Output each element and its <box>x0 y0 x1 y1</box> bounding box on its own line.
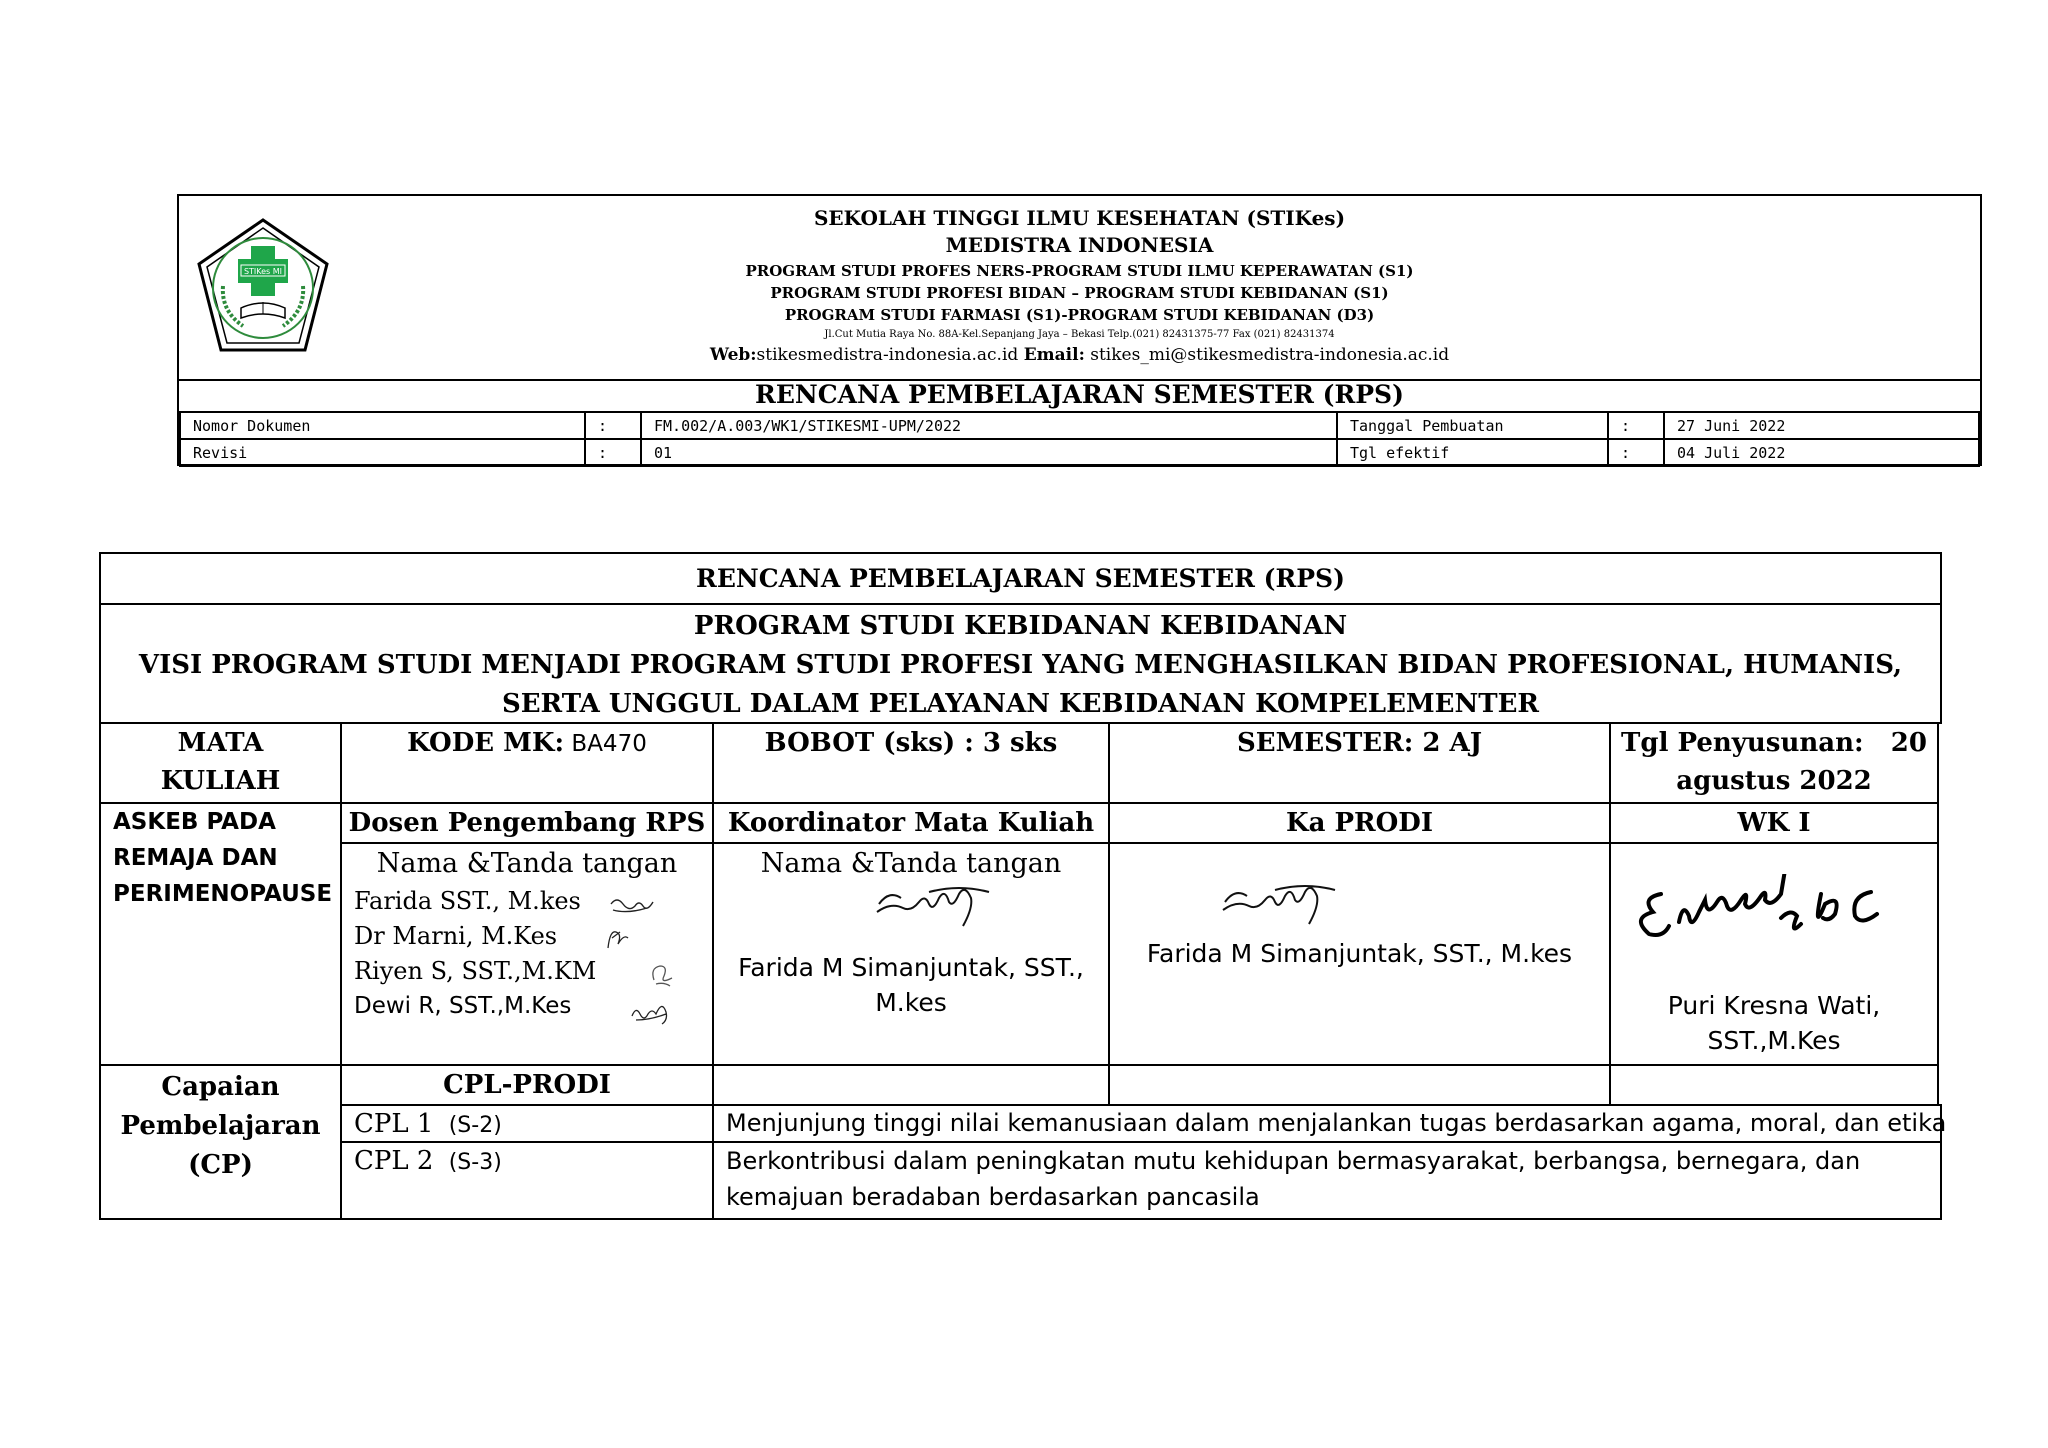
vision-line: VISI PROGRAM STUDI MENJADI PROGRAM STUDI PROFESI YANG MENGHASILKAN BIDAN PROFESIONAL, HUMANIS, <box>138 650 1903 680</box>
description-line: kemajuan beradaban berdasarkan pancasila <box>726 1183 1260 1211</box>
dosen-list <box>354 884 596 1024</box>
cp-header <box>99 1064 342 1220</box>
meta-sep: : <box>1608 439 1664 466</box>
cpl-prodi-header: CPL-PRODI <box>340 1064 714 1106</box>
signature-image <box>646 960 676 988</box>
table-row <box>180 439 1979 466</box>
cpl-code-cell <box>340 1141 714 1220</box>
cpl-description <box>712 1141 1942 1220</box>
meta-value: 04 Juli 2022 <box>1664 439 1979 466</box>
meta-label: Tanggal Pembuatan <box>1337 412 1608 439</box>
dosen-name: Dewi R, SST.,M.Kes <box>354 993 572 1019</box>
empty-cell <box>712 1064 1110 1106</box>
web-link[interactable]: stikesmedistra-indonesia.ac.id <box>756 345 1019 365</box>
program-vision-block <box>99 603 1942 724</box>
nama-ttd-label: Nama &Tanda tangan <box>760 848 1062 879</box>
meta-value: FM.002/A.003/WK1/STIKESMI-UPM/2022 <box>641 412 1337 439</box>
koordinator-signature-cell <box>712 842 1110 1066</box>
course-name: PERIMENOPAUSE <box>113 881 333 907</box>
document-meta-table <box>179 411 1980 467</box>
email-label: Email: <box>1023 345 1085 365</box>
contact-line <box>179 345 1980 365</box>
wk-signature-cell <box>1609 842 1939 1066</box>
meta-label: Nomor Dokumen <box>180 412 585 439</box>
cp-text: Pembelajaran <box>120 1111 321 1141</box>
meta-value: 01 <box>641 439 1337 466</box>
kaprodi-header: Ka PRODI <box>1108 802 1611 844</box>
kaprodi-name: Farida M Simanjuntak, SST., M.kes <box>1146 939 1573 968</box>
kaprodi-signature-cell <box>1108 842 1611 1066</box>
wk-header: WK I <box>1609 802 1939 844</box>
signature-image <box>628 998 678 1028</box>
meta-value: 27 Juni 2022 <box>1664 412 1979 439</box>
bobot-cell: BOBOT (sks) : 3 sks <box>712 722 1110 804</box>
kode-mk-cell <box>340 722 714 804</box>
wk-name <box>1611 988 1937 1058</box>
email-link[interactable]: stikes_mi@stikesmedistra-indonesia.ac.id <box>1084 345 1450 365</box>
table-row <box>180 412 1979 439</box>
signature-image <box>1215 874 1355 930</box>
document-title: RENCANA PEMBELAJARAN SEMESTER (RPS) <box>755 380 1404 409</box>
name-text: SST.,M.Kes <box>1707 1026 1841 1055</box>
institution-name-2: MEDISTRA INDONESIA <box>945 233 1214 257</box>
dosen-name: Farida SST., M.kes <box>354 887 581 915</box>
dosen-header: Dosen Pengembang RPS <box>340 802 714 844</box>
name-text: M.kes <box>875 988 947 1017</box>
course-name: ASKEB PADA <box>113 809 276 835</box>
description-line: Berkontribusi dalam peningkatan mutu kehidupan bermasyarakat, berbangsa, bernegara, dan <box>726 1147 1861 1175</box>
logo-badge: STIKes MI <box>243 267 283 276</box>
cpl-code: CPL 1 <box>354 1109 442 1139</box>
address-line: Jl.Cut Mutia Raya No. 88A-Kel.Sepanjang Jaya – Bekasi Telp.(021) 82431375-77 Fax (021) 82431374 <box>824 329 1335 340</box>
koordinator-name <box>714 950 1108 1020</box>
mata-kuliah-header <box>99 722 342 804</box>
cpl-code: CPL 2 <box>354 1146 442 1176</box>
dosen-name: Riyen S, SST.,M.KM <box>354 957 597 985</box>
meta-sep: : <box>585 412 641 439</box>
header-text: KULIAH <box>160 766 281 796</box>
date-text: agustus 2022 <box>1676 766 1872 796</box>
date-text: Tgl Penyusunan: 20 <box>1621 728 1927 758</box>
rps-title: RENCANA PEMBELAJARAN SEMESTER (RPS) <box>99 552 1942 605</box>
cpl-sub: (S-3) <box>441 1150 502 1175</box>
kode-value: BA470 <box>564 731 647 757</box>
meta-label: Revisi <box>180 439 585 466</box>
signature-image <box>1631 874 1921 954</box>
cp-text: (CP) <box>188 1150 253 1180</box>
signature-image <box>602 924 632 954</box>
program-name: PROGRAM STUDI KEBIDANAN KEBIDANAN <box>693 611 1348 641</box>
program-line: PROGRAM STUDI PROFESI BIDAN – PROGRAM STUDI KEBIDANAN (S1) <box>770 284 1389 302</box>
kode-label: KODE MK: <box>407 728 565 758</box>
cpl-code-cell <box>340 1104 714 1143</box>
signature-image <box>607 892 657 920</box>
nama-ttd-label: Nama &Tanda tangan <box>376 848 678 879</box>
cpl-sub: (S-2) <box>441 1113 502 1138</box>
vision-line: SERTA UNGGUL DALAM PELAYANAN KEBIDANAN KOMPELEMENTER <box>501 689 1540 719</box>
name-text: Puri Kresna Wati, <box>1667 991 1881 1020</box>
empty-cell <box>1609 1064 1939 1106</box>
institution-block <box>179 196 1980 381</box>
empty-cell <box>1108 1064 1611 1106</box>
cpl-description: Menjunjung tinggi nilai kemanusiaan dalam menjalankan tugas berdasarkan agama, moral, dan etika <box>712 1104 1942 1143</box>
web-label: Web: <box>709 345 757 365</box>
cp-text: Capaian <box>161 1072 280 1102</box>
institution-name: SEKOLAH TINGGI ILMU KESEHATAN (STIKes) <box>813 206 1346 230</box>
tgl-penyusunan-cell <box>1609 722 1939 804</box>
meta-sep: : <box>1608 412 1664 439</box>
program-line: PROGRAM STUDI FARMASI (S1)-PROGRAM STUDI KEBIDANAN (D3) <box>784 306 1375 324</box>
course-name-cell <box>99 802 342 1066</box>
meta-sep: : <box>585 439 641 466</box>
program-line: PROGRAM STUDI PROFES NERS-PROGRAM STUDI ILMU KEPERAWATAN (S1) <box>745 262 1414 280</box>
name-text: Farida M Simanjuntak, SST., <box>738 953 1084 982</box>
header-text: MATA <box>177 728 264 758</box>
semester-cell: SEMESTER: 2 AJ <box>1108 722 1611 804</box>
document-header <box>177 194 1982 466</box>
meta-label: Tgl efektif <box>1337 439 1608 466</box>
course-name: REMAJA DAN <box>113 845 278 871</box>
rps-table <box>99 552 1947 1220</box>
signature-image <box>869 876 1009 932</box>
dosen-name: Dr Marni, M.Kes <box>354 922 558 950</box>
koordinator-header: Koordinator Mata Kuliah <box>712 802 1110 844</box>
dosen-signature-cell <box>340 842 714 1066</box>
